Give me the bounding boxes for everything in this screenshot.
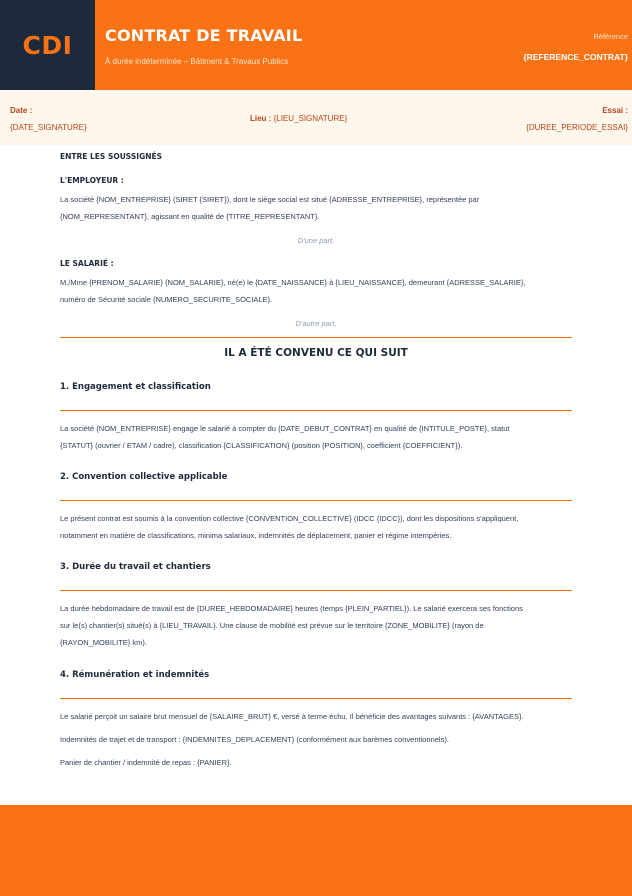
section-line: Panier de chantier / indemnité de repas : {PANIER}.: [60, 758, 232, 767]
document-title: CONTRAT DE TRAVAIL: [105, 26, 303, 45]
lieu-label: Lieu :: [250, 114, 272, 123]
document-header: [0, 0, 632, 90]
section-line: notamment en matière de classifications, minima salariaux, indemnités de déplacement, panier et régime intempéries.: [60, 531, 452, 540]
section-title: 2. Convention collective applicable: [60, 472, 228, 482]
section-divider: [60, 500, 572, 501]
lieu-value: {LIEU_SIGNATURE}: [273, 114, 348, 123]
section-line: La société {NOM_ENTREPRISE} engage le salarié à compter du {DATE_DEBUT_CONTRAT} en qualité de {INTITULE_POSTE}, statut: [60, 424, 510, 433]
cdi-badge-label: CDI: [22, 30, 73, 60]
reference-label: Référence: [593, 32, 628, 41]
cdi-badge: [0, 0, 95, 90]
essai-value: {DUREE_PERIODE_ESSAI}: [526, 123, 628, 132]
info-bar: [0, 90, 632, 145]
date-value: {DATE_SIGNATURE}: [10, 123, 87, 132]
section-divider: [60, 410, 572, 411]
section-line: Le salarié perçoit un salaire brut mensuel de {SALAIRE_BRUT} €, versé à terme échu. Il bénéficie des avantages suivants : {AVANTAGES}.: [60, 712, 524, 721]
employee-label: LE SALARIÉ :: [60, 259, 114, 268]
section-line: La durée hebdomadaire de travail est de {DUREE_HEBDOMADAIRE} heures (temps {PLEIN_PARTIEL}). Le salarié exercera ses fonctions: [60, 604, 523, 613]
section-divider: [60, 698, 572, 699]
section-line: Indemnités de trajet et de transport : {INDEMNITES_DEPLACEMENT} (conformément aux barèmes conventionnels).: [60, 735, 449, 744]
section-line: Le présent contrat est soumis à la convention collective {CONVENTION_COLLECTIVE} (IDCC {IDCC}), dont les dispositions s'appliquent,: [60, 514, 519, 523]
divider: [60, 337, 572, 338]
document-subtitle: À durée indéterminée – Bâtiment & Travaux Publics: [105, 57, 289, 66]
document-footer: [0, 805, 632, 896]
parties-heading: ENTRE LES SOUSSIGNÉS: [60, 152, 163, 161]
employee-aside: D'autre part,: [295, 319, 337, 328]
section-line: {STATUT} (ouvrier / ETAM / cadre), classification {CLASSIFICATION} (position {POSITION}, coefficient {COEFFICIENT}).: [60, 441, 463, 450]
employee-line: numéro de Sécurité sociale {NUMERO_SECURITE_SOCIALE}.: [60, 295, 273, 304]
employee-line: M./Mme {PRENOM_SALARIE} {NOM_SALARIE}, né(e) le {DATE_NAISSANCE} à {LIEU_NAISSANCE}, demeurant {ADRESSE_SALARIE},: [60, 278, 526, 287]
section-line: {RAYON_MOBILITE} km).: [60, 638, 147, 647]
reference-value: {REFERENCE_CONTRAT}: [523, 52, 628, 62]
lieu-field: [250, 114, 347, 123]
section-title: 3. Durée du travail et chantiers: [60, 562, 211, 572]
section-title: 4. Rémunération et indemnités: [60, 670, 210, 680]
agreement-title: IL A ÉTÉ CONVENU CE QUI SUIT: [224, 347, 408, 359]
section-divider: [60, 590, 572, 591]
essai-label: Essai :: [602, 106, 628, 115]
employer-line: La société {NOM_ENTREPRISE} (SIRET {SIRET}), dont le siège social est situé {ADRESSE_ENTREPRISE}, représentée par: [60, 195, 480, 204]
employer-label: L'EMPLOYEUR :: [60, 176, 124, 185]
employer-aside: D'une part,: [297, 236, 335, 245]
date-label: Date :: [10, 106, 33, 115]
employer-line: {NOM_REPRESENTANT}, agissant en qualité de {TITRE_REPRESENTANT}.: [60, 212, 320, 221]
section-line: sur le(s) chantier(s) situé(s) à {LIEU_TRAVAIL}. Une clause de mobilité est prévue sur le territoire {ZONE_MOBILITE} (rayon de: [60, 621, 484, 630]
section-title: 1. Engagement et classification: [60, 382, 211, 392]
